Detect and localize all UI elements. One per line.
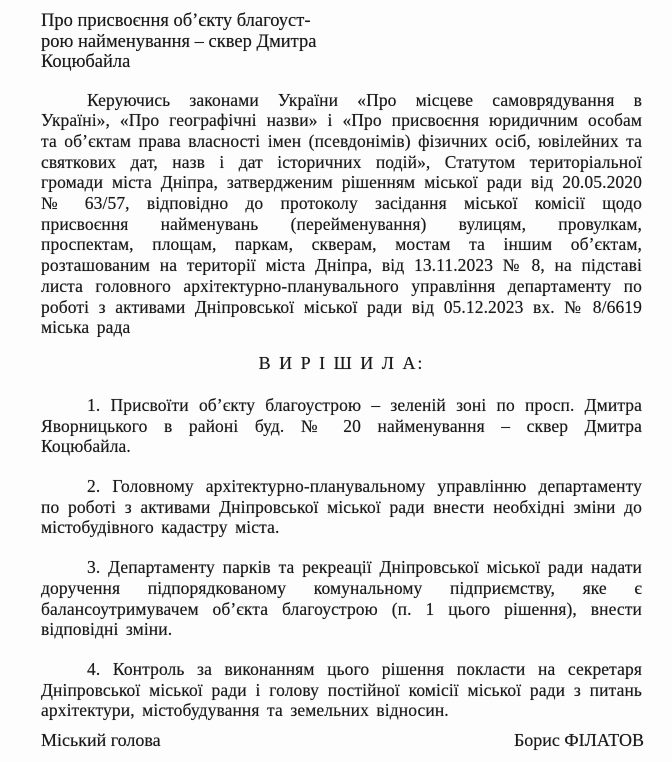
document-title-line-1: Про присвоєння об’єкту благоуст- <box>41 11 311 31</box>
signer-position-label: Міський голова <box>41 730 161 750</box>
preamble-paragraph: Керуючись законами України «Про місцеве самоврядування в Україні», «Про географічні назви» і «Про присвоєння юридичним особам та об’єктам права власності імен (псевдонімів) фізичних осіб, ювілейних та святкових дат, назв і дат історичних подій», Статутом територіальної громади міста Дніпра, затвердженим рішенням міської ради від 20.05.2020 № 63/57, відповідно до протоколу засідання міської комісії щодо присвоєння найменувань (перейменування) вулицям, провулкам, проспектам, площам, паркам, скверам, мостам та іншим об’єктам, розташованим на території міста Дніпра, від 13.11.2023 № 8, на підставі листа головного архітектурно-планувального управління департаменту по роботі з активами Дніпровської міської ради від 05.12.2023 вх. № 8/6619 міська рада <box>41 89 642 338</box>
signature-row <box>41 730 644 751</box>
signer-name: Борис ФІЛАТОВ <box>513 730 644 750</box>
document-title-line-3: Коцюбайла <box>41 52 131 72</box>
document-title <box>41 11 411 73</box>
document-title-line-2: рою найменування – сквер Дмитра <box>41 31 317 52</box>
resolution-heading: В И Р І Ш И Л А: <box>258 352 425 373</box>
resolution-item-2: 2. Головному архітектурно-планувальному управлінню департаменту по роботі з активами Дніпровської міської ради внести необхідні зміни до містобудівного кадастру міста. <box>41 476 642 538</box>
resolution-item-4: 4. Контроль за виконанням цього рішення покласти на секретаря Дніпровської міської ради і голову постійної комісії міської ради з питань архітектури, містобудування та земельних відносин. <box>41 658 642 721</box>
resolution-item-1: 1. Присвоїти об’єкту благоустрою – зеленій зоні по просп. Дмитра Яворницького в районі буд. № 20 найменування – сквер Дмитра Коцюбайла. <box>41 394 642 457</box>
resolution-item-3: 3. Департаменту парків та рекреації Дніпровської міської ради надати доручення підпорядкованому комунальному підприємству, яке є балансоутримувачем об’єкта благоустрою (п. 1 цього рішення), внести відповідні зміни. <box>41 557 642 640</box>
